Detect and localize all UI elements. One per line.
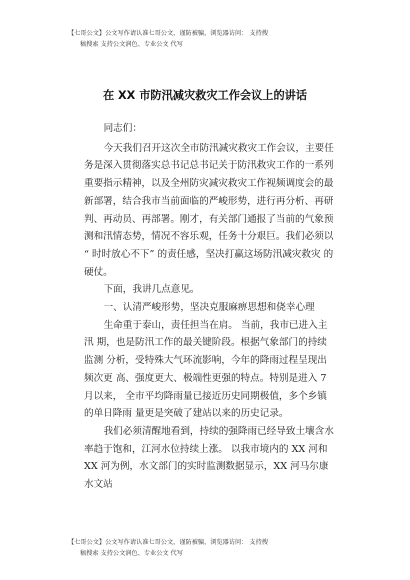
paragraph-hydrology: 我们必须清醒地看到，持续的强降雨已经导致土壤含水率趋于饱和，江河水位持续上涨。 以我市境内的 XX 河和 XX 河为例，水文部门的实时监测数据显示，XX 河马尔康水文站	[84, 425, 334, 491]
document-body	[84, 120, 336, 494]
footer-line-2: 稿搜索 支持公文润色、专业公文 代写	[80, 550, 183, 557]
salutation: 同志们：	[103, 123, 142, 134]
footer-line-1: 【七哥公文】公文写作请认准七哥公文，谨防被骗，浏览器访问： 支持搜	[68, 539, 268, 546]
document-title: 在 XX 市防汛减灾救灾工作会议上的讲话	[102, 89, 308, 102]
section-heading-1: 一、认清严峻形势，坚决克服麻痹思想和侥幸心理	[103, 302, 315, 314]
page-footer	[68, 537, 368, 559]
header-line-2: 稿搜索 支持公文润色、专业公文 代写	[80, 41, 183, 48]
paragraph-transition: 下面，我讲几点意见。	[103, 284, 200, 296]
paragraph-situation: 生命重于泰山，责任担当在肩。 当前，我市已进入主汛 期，也是防汛工作的最关键阶段。根据气象部门的持续监测 分析，受特殊大气环流影响，今年的降雨过程呈现出频次更 高、强度更大、极端性更强的特点。特别是进入 7 月以来， 全市平均降雨量已接近历史同期极值，多个乡镇的单日降雨 量更是突破了建站以来的历史记录。	[84, 319, 328, 420]
page-header	[68, 28, 368, 50]
paragraph-opening: 今天我们召开这次全市防汛减灾救灾工作会议，主要任务是深入贯彻落实总书记总书记关于防汛救灾工作的一系列重要指示精神，以及全州防灾减灾救灾工作视频调度会的最新部署，结合我市当前面临的严峻形势，进行再分析、再研判、再动员、再部署。刚才，有关部门通报了当前的气象预测和汛情态势，情况不容乐观，任务十分艰巨。我们必须以 “ 时时放心不下” 的责任感，坚决打赢这场防汛减灾救灾 的硬仗。	[84, 142, 334, 278]
header-line-1: 【七哥公文】公文写作请认准七哥公文，谨防被骗，浏览器访问： 支持搜	[68, 30, 268, 37]
